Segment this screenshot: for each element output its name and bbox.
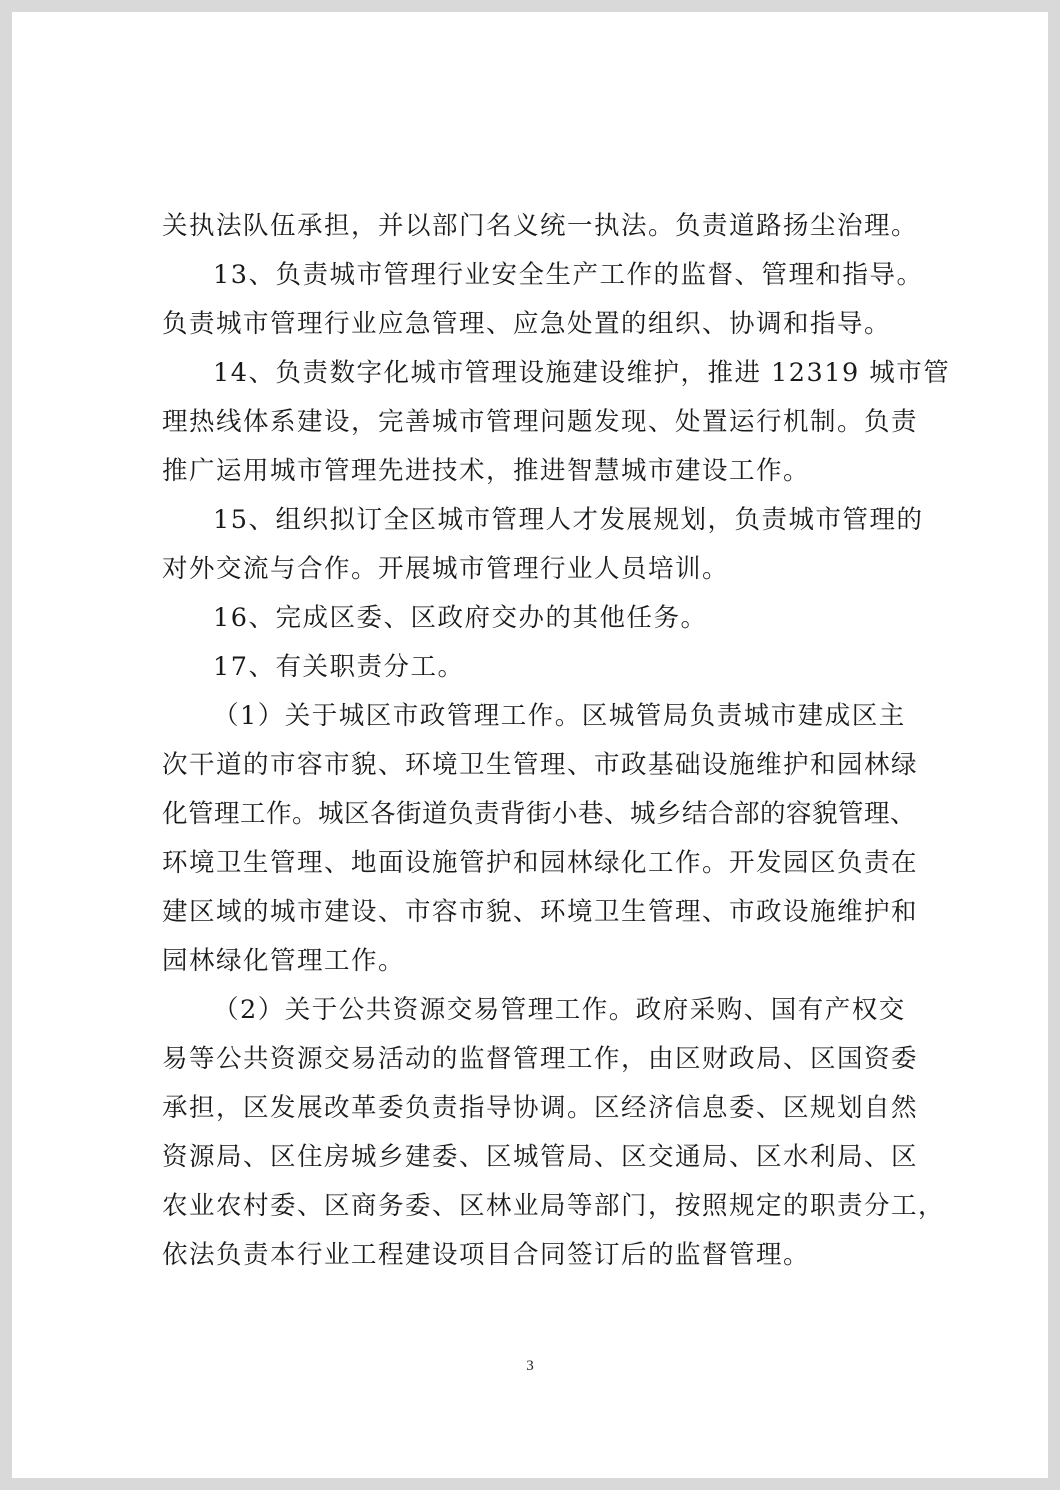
text-line: 对外交流与合作。开展城市管理行业人员培训。 — [162, 554, 730, 584]
text-line: 资源局、区住房城乡建委、区城管局、区交通局、区水利局、区 — [162, 1142, 919, 1172]
text-line: 化管理工作。城区各街道负责背街小巷、城乡结合部的容貌管理、 — [162, 799, 917, 829]
text-line: 14、负责数字化城市管理设施建设维护，推进 12319 城市管 — [213, 358, 951, 388]
text-line: 次干道的市容市貌、环境卫生管理、市政基础设施维护和园林绿 — [162, 750, 919, 780]
text-line: 承担，区发展改革委负责指导协调。区经济信息委、区规划自然 — [162, 1093, 919, 1123]
text-line: 易等公共资源交易活动的监督管理工作，由区财政局、区国资委 — [162, 1044, 919, 1074]
text-line: 推广运用城市管理先进技术，推进智慧城市建设工作。 — [162, 456, 811, 486]
document-page — [12, 12, 1048, 1478]
text-line: 13、负责城市管理行业安全生产工作的监督、管理和指导。 — [213, 260, 924, 290]
text-line: （1）关于城区市政管理工作。区城管局负责城市建成区主 — [213, 701, 906, 731]
text-line: 理热线体系建设，完善城市管理问题发现、处置运行机制。负责 — [162, 407, 919, 437]
page-number: 3 — [526, 1358, 534, 1374]
text-line: 建区域的城市建设、市容市貌、环境卫生管理、市政设施维护和 — [162, 897, 919, 927]
text-line: 负责城市管理行业应急管理、应急处置的组织、协调和指导。 — [162, 309, 892, 339]
text-line: 环境卫生管理、地面设施管护和园林绿化工作。开发园区负责在 — [162, 848, 919, 878]
text-line: （2）关于公共资源交易管理工作。政府采购、国有产权交 — [213, 995, 906, 1025]
text-line: 15、组织拟订全区城市管理人才发展规划，负责城市管理的 — [213, 505, 924, 535]
text-line: 依法负责本行业工程建设项目合同签订后的监督管理。 — [162, 1240, 811, 1270]
text-line: 农业农村委、区商务委、区林业局等部门，按照规定的职责分工， — [162, 1191, 946, 1221]
text-line: 园林绿化管理工作。 — [162, 946, 406, 976]
text-line: 17、有关职责分工。 — [213, 652, 465, 682]
text-line: 16、完成区委、区政府交办的其他任务。 — [213, 603, 708, 633]
text-line: 关执法队伍承担，并以部门名义统一执法。负责道路扬尘治理。 — [162, 211, 919, 241]
